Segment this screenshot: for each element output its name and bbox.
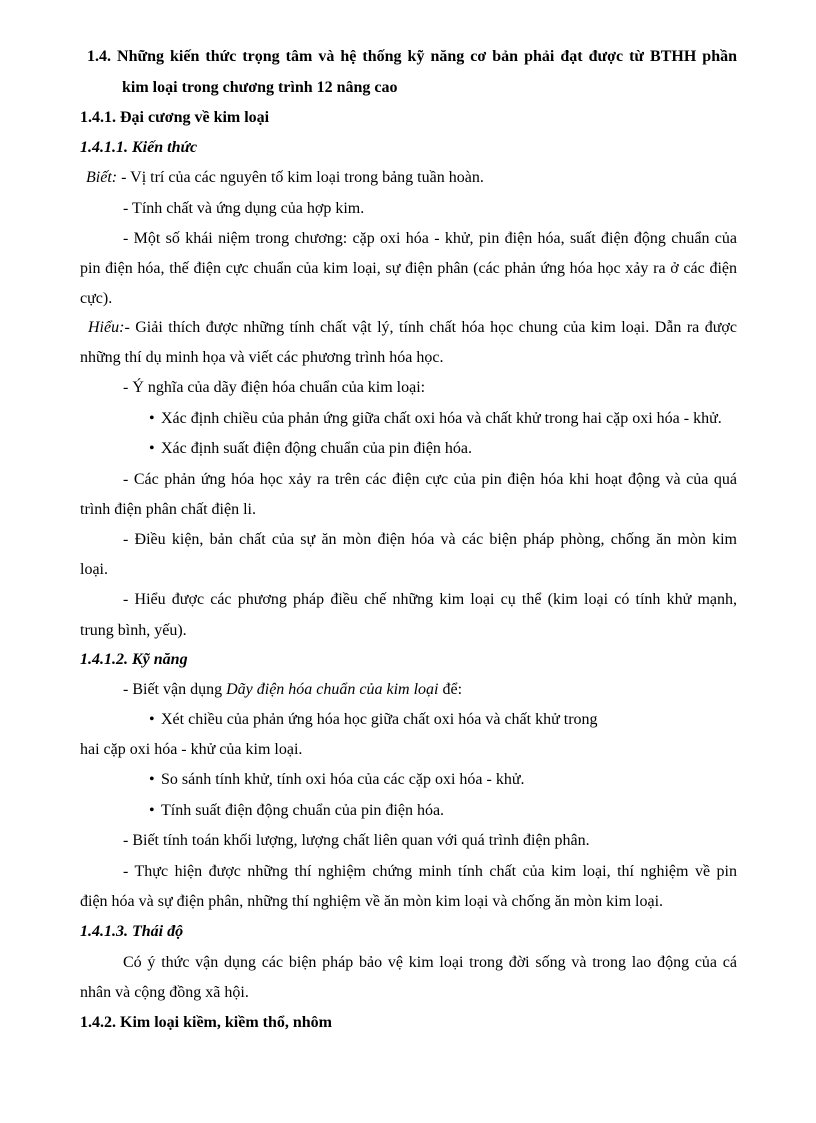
hieu-item3-line2: trình điện phân chất điện li. [80,501,256,518]
hieu-item4-line2: loại. [80,561,108,578]
ky-nang-bullet3-text: Tính suất điện động chuẩn của pin điện hóa. [161,802,445,819]
hieu-bullet2-text: Xác định suất điện động chuẩn của pin điện hóa. [161,440,473,457]
ky-nang-item1-prefix: - Biết vận dụng [123,681,227,698]
ky-nang-item1-italic: Dãy điện hóa chuẩn của kim loại [226,681,439,698]
thai-do-line1: Có ý thức vận dụng các biện pháp bảo vệ kim loại trong đời sống và trong lao động của cá [123,954,737,971]
bullet-icon: • [149,440,155,457]
ky-nang-bullet3 [149,801,806,821]
ky-nang-item1-suffix: để: [438,681,463,698]
hieu-item5-line2: trung bình, yếu). [80,622,187,639]
ky-nang-bullet2-text: So sánh tính khử, tính oxi hóa của các cặp oxi hóa - khử. [161,771,525,788]
hieu-item3-line1: - Các phản ứng hóa học xảy ra trên các điện cực của pin điện hóa khi hoạt động và của quá [123,471,737,488]
bullet-icon: • [149,802,155,819]
ky-nang-item3-line2: điện hóa và sự điện phân, những thí nghiệm về ăn mòn kim loại và chống ăn mòn kim loại. [80,893,664,910]
hieu-item1-text: - Giải thích được những tính chất vật lý, tính chất hóa học chung của kim loại. Dẫn ra được [124,319,737,336]
thai-do-line2: nhân và cộng đồng xã hội. [80,984,249,1001]
section-heading-1-4-line1: 1.4. Những kiến thức trọng tâm và hệ thống kỹ năng cơ bản phải đạt được từ BTHH phần [87,48,737,65]
section-heading-1-4-1-1: 1.4.1.1. Kiến thức [80,139,198,156]
biet-item3-line2: pin điện hóa, thế điện cực chuẩn của kim loại, sự điện phân (các phản ứng hóa học xảy ra ở các điện [80,260,737,277]
bullet-icon: • [149,711,155,728]
bullet-icon: • [149,771,155,788]
hieu-bullet2 [149,439,806,459]
bullet-icon: • [149,410,155,427]
biet-item1 [86,168,743,188]
section-heading-1-4-1-2: 1.4.1.2. Kỹ năng [80,651,188,668]
biet-item3-line3: cực). [80,290,113,307]
ky-nang-bullet2 [149,770,806,790]
section-heading-1-4-1: 1.4.1. Đại cương về kim loại [80,109,270,126]
ky-nang-item1 [123,680,780,700]
hieu-bullet1-text: Xác định chiều của phản ứng giữa chất oxi hóa và chất khử trong hai cặp oxi hóa - khử. [161,410,722,427]
ky-nang-bullet1-line1 [149,710,806,730]
section-heading-1-4-2: 1.4.2. Kim loại kiềm, kiềm thổ, nhôm [80,1014,333,1031]
hieu-item5-line1: - Hiểu được các phương pháp điều chế những kim loại cụ thể (kim loại có tính khử mạnh, [123,591,737,608]
ky-nang-bullet1-text: Xét chiều của phản ứng hóa học giữa chất oxi hóa và chất khử trong [161,711,598,728]
hieu-label: Hiểu: [88,319,125,336]
hieu-bullet1 [149,409,806,429]
biet-label: Biết: [86,169,118,186]
biet-item1-text: - Vị trí của các nguyên tố kim loại trong bảng tuần hoàn. [117,169,484,186]
hieu-item4-line1: - Điều kiện, bản chất của sự ăn mòn điện hóa và các biện pháp phòng, chống ăn mòn kim [123,531,737,548]
hieu-item1-line1 [88,318,737,338]
biet-item3-line1: - Một số khái niệm trong chương: cặp oxi hóa - khử, pin điện hóa, suất điện động chuẩn của [123,230,737,247]
biet-item2: - Tính chất và ứng dụng của hợp kim. [123,200,365,217]
ky-nang-bullet1-line2: hai cặp oxi hóa - khử của kim loại. [80,741,303,758]
hieu-item1-line2: những thí dụ minh họa và viết các phương trình hóa học. [80,349,444,366]
hieu-item2: - Ý nghĩa của dãy điện hóa chuẩn của kim loại: [123,379,426,396]
section-heading-1-4-line2: kim loại trong chương trình 12 nâng cao [122,79,398,96]
section-heading-1-4-1-3: 1.4.1.3. Thái độ [80,923,184,940]
ky-nang-item2: - Biết tính toán khối lượng, lượng chất liên quan với quá trình điện phân. [123,832,590,849]
ky-nang-item3-line1: - Thực hiện được những thí nghiệm chứng minh tính chất của kim loại, thí nghiệm về pin [123,863,737,880]
